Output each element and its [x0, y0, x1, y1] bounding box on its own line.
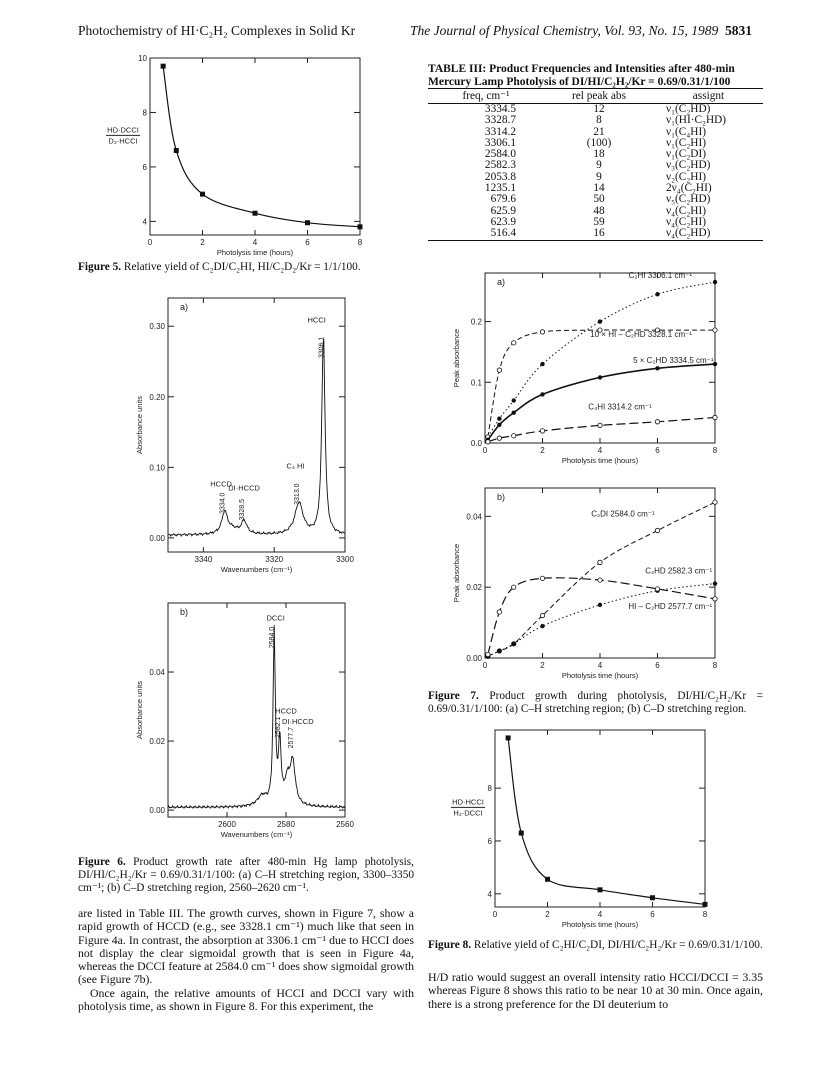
data-point — [655, 366, 659, 370]
column-header: rel peak abs — [544, 89, 654, 104]
data-point — [497, 610, 501, 614]
data-point — [540, 330, 544, 334]
column-header: assignt — [654, 89, 763, 104]
x-tick-label: 8 — [712, 446, 718, 455]
cell-rel-peak: (100) — [586, 136, 612, 149]
data-point — [486, 440, 490, 444]
ratio-numerator-label: HD·DCCI — [107, 125, 139, 135]
y-tick-label: 0.04 — [466, 512, 482, 522]
table-3-title: TABLE III: Product Frequencies and Intensities after 480-min Mercury Lamp Photolysis of DI/HI/C₂H₂/Kr = 0.69/0.31/1/100 — [428, 63, 735, 88]
data-point — [598, 375, 602, 379]
data-point — [540, 362, 544, 366]
x-tick-label: 8 — [357, 238, 363, 247]
x-tick-label: 2 — [200, 238, 205, 247]
figure-7-caption — [428, 690, 763, 716]
cell-rel-peak: 8 — [596, 114, 602, 127]
data-point — [540, 429, 544, 433]
data-point — [540, 613, 544, 617]
cell-freq: 516.4 — [428, 228, 544, 240]
table-header-row — [428, 89, 763, 104]
data-point — [497, 417, 501, 421]
x-tick-label: 3340 — [194, 555, 213, 564]
y-tick-label: 6 — [142, 162, 147, 172]
body-text-left — [78, 907, 414, 1013]
cell-freq: 2582.3 — [484, 159, 516, 172]
figure-7b-plot — [440, 480, 740, 690]
series-label: 5 × C₂HD 3334.5 cm⁻¹ — [633, 355, 714, 365]
y-tick-label: 0.04 — [149, 668, 165, 678]
data-point — [540, 392, 544, 396]
body-text-right — [428, 971, 763, 1011]
spectrum-trace — [168, 625, 345, 808]
x-tick-label: 4 — [597, 661, 603, 670]
y-tick-label: 0.1 — [470, 378, 482, 388]
cell-assignment: ν₁(C₂DI) — [666, 148, 706, 161]
peak-annotation: HCCI — [307, 315, 326, 325]
data-point — [650, 895, 655, 900]
data-point — [598, 887, 603, 892]
figure-7b — [440, 480, 740, 690]
y-tick-label: 8 — [142, 108, 147, 118]
cell-assignment: ν₁(C₄HI) — [666, 125, 706, 138]
cell-assignment: ν₄(C₂HI) — [666, 204, 706, 217]
data-point — [598, 560, 602, 564]
y-tick-label: 0.0 — [470, 439, 482, 448]
x-axis-label: Photolysis time (hours) — [561, 456, 639, 465]
data-point — [512, 410, 516, 414]
data-point — [497, 436, 501, 440]
figure-7-label: Figure 7. — [428, 690, 479, 702]
cell-freq: 1235.1 — [484, 182, 516, 195]
peak-annotation: C₄ HI — [286, 461, 305, 471]
data-point — [305, 220, 310, 225]
ratio-denominator-label: D₂·HCCI — [108, 136, 138, 146]
cell-assignment: ν₄(C₂HI) — [666, 215, 706, 228]
plot-frame — [495, 730, 705, 907]
y-tick-label: 0.10 — [149, 463, 165, 473]
x-tick-label: 4 — [597, 910, 603, 919]
x-tick-label: 6 — [655, 661, 660, 670]
cell-assignment: ν₃(C₂HD) — [666, 159, 711, 172]
figure-5-label: Figure 5. — [78, 261, 122, 273]
cell-freq: 2053.8 — [484, 170, 516, 183]
data-point — [713, 328, 717, 332]
cell-assignment: ν₂(C₂HI) — [666, 170, 706, 183]
data-point — [598, 319, 602, 323]
spectrum-trace — [168, 336, 345, 536]
y-tick-label: 0.02 — [466, 583, 482, 593]
cell-rel-peak: 16 — [544, 228, 654, 240]
peak-annotation: 3306.1 — [318, 336, 326, 359]
cell-assignment: ν₁(C₂HD) — [666, 103, 711, 115]
peak-annotation: 3328.5 — [239, 498, 247, 521]
cell-rel-peak: 9 — [596, 170, 602, 183]
peak-annotation: 3334.0 — [219, 492, 227, 515]
peak-annotation: 2577.7 — [287, 726, 295, 749]
x-axis-label: Photolysis time (hours) — [216, 248, 294, 257]
data-point — [512, 341, 516, 345]
x-tick-label: 2580 — [277, 820, 295, 829]
data-point — [655, 528, 659, 532]
peak-annotation: HCCD — [275, 706, 297, 716]
table-row — [428, 115, 763, 126]
x-tick-label: 4 — [597, 446, 603, 455]
cell-rel-peak: 12 — [593, 103, 605, 115]
plot-frame — [168, 603, 345, 817]
x-axis-label: Wavenumbers (cm⁻¹) — [220, 565, 293, 574]
figure-6a — [110, 290, 360, 590]
data-point — [540, 624, 544, 628]
data-point — [655, 292, 659, 296]
cell-freq: 3328.7 — [484, 114, 516, 127]
peak-annotation: DI·HCCD — [228, 483, 260, 493]
x-axis-label: Wavenumbers (cm⁻¹) — [220, 830, 293, 839]
series-line — [488, 418, 715, 442]
panel-label: b) — [180, 607, 189, 617]
peak-annotation: 3313.0 — [293, 483, 301, 505]
figure-7-text: Product growth during photolysis, DI/HI/C₂H₂/Kr = 0.69/0.31/1/100: (a) C–H stretching region; (b) C–D stretching region. — [428, 690, 763, 715]
figure-6b-plot — [110, 595, 360, 855]
data-point — [512, 585, 516, 589]
figure-5 — [95, 50, 395, 270]
cell-freq: 3334.5 — [484, 103, 516, 115]
series-label: C₂DI 2584.0 cm⁻¹ — [591, 509, 655, 519]
running-header-journal: The Journal of Physical Chemistry, Vol. 93, No. 15, 1989 — [410, 23, 719, 38]
peak-annotation: HCCD — [210, 479, 232, 489]
data-point — [598, 423, 602, 427]
cell-freq: 3306.1 — [484, 136, 516, 149]
y-tick-label: 8 — [487, 784, 492, 794]
cell-assignment: ν₁(C₂HI) — [666, 136, 706, 149]
data-point — [512, 434, 516, 438]
data-point — [497, 368, 501, 372]
data-point — [497, 649, 501, 653]
series-label: 10 × HI – C₂HD 3328.1 cm⁻¹ — [590, 329, 692, 339]
x-tick-label: 6 — [305, 238, 310, 247]
data-point — [174, 148, 179, 153]
figure-8-label: Figure 8. — [428, 939, 472, 951]
ratio-numerator-label: HD·HCCI — [452, 797, 484, 807]
cell-freq: 623.9 — [490, 215, 516, 228]
cell-freq: 2584.0 — [484, 148, 516, 161]
y-tick-label: 10 — [138, 54, 147, 63]
series-line — [488, 330, 715, 437]
x-tick-label: 2 — [545, 910, 550, 919]
x-tick-label: 0 — [492, 910, 498, 919]
x-tick-label: 2560 — [336, 820, 354, 829]
table-row — [428, 228, 763, 240]
data-point — [703, 902, 708, 907]
y-tick-label: 0.30 — [149, 322, 165, 332]
figure-6-label: Figure 6. — [78, 856, 126, 868]
cell-rel-peak: 21 — [593, 125, 605, 138]
peak-annotation: 2584.0 — [269, 626, 277, 649]
cell-rel-peak: 14 — [593, 182, 605, 195]
x-tick-label: 3320 — [265, 555, 284, 564]
figure-6a-plot — [110, 290, 360, 590]
x-tick-label: 0 — [147, 238, 153, 247]
figure-8 — [440, 722, 740, 932]
x-tick-label: 3300 — [336, 555, 354, 564]
series-line — [488, 584, 715, 657]
figure-8-plot — [440, 722, 740, 932]
data-point — [713, 500, 717, 504]
y-tick-label: 0.00 — [466, 654, 482, 663]
data-point — [598, 578, 602, 582]
cell-rel-peak: 48 — [593, 204, 605, 217]
y-axis-label: Peak absorbance — [452, 328, 461, 388]
table-3 — [428, 88, 763, 241]
table-row — [428, 194, 763, 205]
panel-label: a) — [497, 277, 506, 287]
data-point — [655, 420, 659, 424]
figure-7a — [440, 265, 740, 475]
y-tick-label: 0.2 — [470, 317, 482, 327]
running-header-title: Photochemistry of HI·C₂H₂ Complexes in Solid Kr — [78, 23, 356, 38]
data-point — [713, 415, 717, 419]
cell-assignment: ν₁(HI·C₂HD) — [666, 114, 727, 127]
data-point — [358, 224, 363, 229]
x-tick-label: 0 — [482, 661, 488, 670]
x-tick-label: 2 — [540, 446, 545, 455]
x-axis-label: Photolysis time (hours) — [561, 671, 639, 680]
data-point — [713, 597, 717, 601]
figure-6b — [110, 595, 360, 855]
figure-6-text: Product growth rate after 480-min Hg lamp photolysis, DI/HI/C₂H₂/Kr = 0.69/0.31/1/100: (a) C–H stretching region, 3300–3350 cm⁻¹; (b) C–D stretching region, 2560–2620 cm⁻¹. — [78, 856, 415, 894]
data-point — [506, 735, 511, 740]
x-tick-label: 0 — [482, 446, 488, 455]
data-point — [497, 423, 501, 427]
data-point — [598, 603, 602, 607]
y-tick-label: 0.02 — [149, 737, 165, 747]
cell-freq: 679.6 — [490, 193, 516, 206]
column-header: freq, cm⁻¹ — [428, 89, 544, 104]
data-point — [519, 831, 524, 836]
panel-label: a) — [180, 302, 189, 312]
cell-freq: 3314.2 — [484, 125, 516, 138]
x-tick-label: 2600 — [218, 820, 236, 829]
x-tick-label: 4 — [252, 238, 258, 247]
data-point — [713, 581, 717, 585]
figure-5-plot — [95, 50, 395, 270]
series-label: C₄HI 3314.2 cm⁻¹ — [588, 402, 652, 412]
y-tick-label: 4 — [142, 217, 147, 227]
cell-freq: 625.9 — [490, 204, 516, 217]
series-label: C₂HD 2582.3 cm⁻¹ — [645, 566, 713, 576]
cell-rel-peak: 50 — [593, 193, 605, 206]
plot-frame — [150, 58, 360, 235]
cell-assignment: 2ν₄(C₂HI) — [666, 182, 712, 195]
data-point — [545, 877, 550, 882]
x-tick-label: 8 — [702, 910, 708, 919]
peak-annotation: 2582.1 — [274, 716, 282, 738]
peak-annotation: DI·HCCD — [281, 716, 314, 726]
plot-frame — [168, 298, 345, 552]
x-tick-label: 8 — [712, 661, 718, 670]
panel-label: b) — [497, 492, 506, 502]
body-paragraph: H/D ratio would suggest an overall intensity ratio HCCI/DCCI = 3.35 whereas Figure 8 shows this ratio to be near 10 at 30 min. Once again, there is a strong preference for the DI deuterium to — [428, 970, 763, 1011]
x-tick-label: 2 — [540, 661, 545, 670]
body-paragraph: are listed in Table III. The growth curves, shown in Figure 7, show a rapid growth of HCCD (e.g., see 3328.1 cm⁻¹) much like that seen in Figure 4a. In contrast, the absorption at 3306.1 cm⁻¹ due to HCCI does not display the clear sigmoidal growth that is seen in Figure 4a, whereas the DCCI feature at 2584.0 cm⁻¹ does show sigmoidal growth (see Figure 7b). — [78, 906, 414, 987]
y-tick-label: 6 — [487, 836, 492, 846]
x-axis-label: Photolysis time (hours) — [561, 920, 639, 929]
y-tick-label: 0.00 — [149, 806, 165, 816]
y-axis-label: Absorbance units — [135, 396, 144, 454]
peak-annotation: DCCI — [266, 613, 285, 623]
data-point — [486, 652, 490, 656]
y-tick-label: 0.00 — [149, 533, 165, 543]
page-number: 5831 — [725, 23, 752, 38]
data-point — [540, 576, 544, 580]
fit-curve — [508, 738, 705, 905]
cell-rel-peak: 9 — [596, 159, 602, 172]
cell-assignment: ν₄(C₂HD) — [654, 228, 763, 240]
figure-8-text: Relative yield of C₂HI/C₂DI, DI/HI/C₂H₂/Kr = 0.69/0.31/1/100. — [471, 939, 763, 951]
data-point — [200, 192, 205, 197]
figure-6-caption — [78, 856, 414, 895]
data-point — [253, 211, 258, 216]
figure-5-caption — [78, 261, 418, 274]
figure-5-text: Relative yield of C₂DI/C₂HI, HI/C₂D₂/Kr = 1/1/100. — [121, 261, 361, 273]
fit-curve — [163, 66, 360, 227]
cell-assignment: ν₅(C₂HD) — [666, 193, 711, 206]
cell-rel-peak: 59 — [593, 215, 605, 228]
data-point — [655, 587, 659, 591]
ratio-denominator-label: H₂·DCCI — [453, 808, 483, 818]
body-paragraph: Once again, the relative amounts of HCCI and DCCI vary with photolysis time, as shown in Figure 8. For this experiment, the — [78, 985, 414, 1014]
series-label: C₂HI 3306.1 cm⁻¹ — [628, 270, 692, 280]
data-point — [713, 280, 717, 284]
data-point — [161, 64, 166, 69]
x-tick-label: 6 — [655, 446, 660, 455]
figure-8-caption — [428, 939, 763, 952]
cell-rel-peak: 18 — [593, 148, 605, 161]
y-axis-label: Absorbance units — [135, 681, 144, 739]
series-label: HI – C₂HD 2577.7 cm⁻¹ — [628, 602, 713, 612]
series-line — [488, 578, 715, 655]
figure-7a-plot — [440, 265, 740, 475]
y-tick-label: 4 — [487, 889, 492, 899]
data-point — [512, 398, 516, 402]
data-point — [512, 642, 516, 646]
x-tick-label: 6 — [650, 910, 655, 919]
y-axis-label: Peak absorbance — [452, 543, 461, 603]
y-tick-label: 0.20 — [149, 392, 165, 402]
